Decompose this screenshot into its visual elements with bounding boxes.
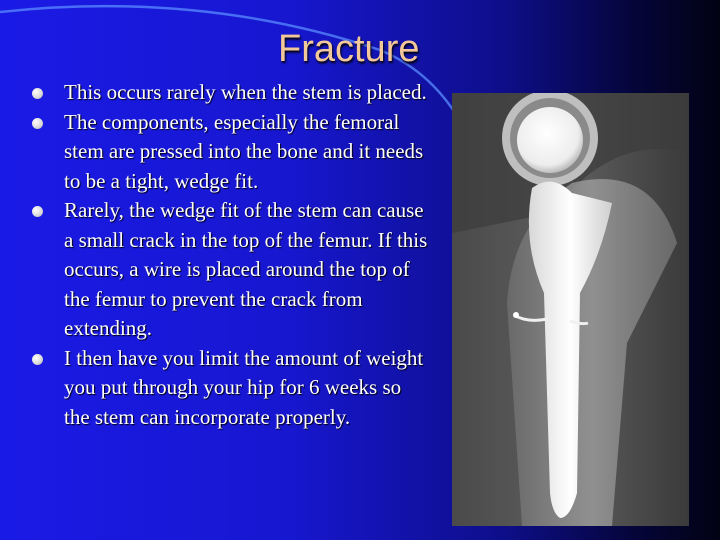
bullet-list <box>30 78 430 432</box>
hip-replacement-xray-image <box>452 93 689 526</box>
bullet-text: This occurs rarely when the stem is placed. <box>64 80 427 104</box>
bullet-text: Rarely, the wedge fit of the stem can cause a small crack in the top of the femur. If this occurs, a wire is placed around the top of the femur to prevent the crack from extending. <box>64 198 428 340</box>
bullet-item <box>30 196 430 344</box>
bullet-text: I then have you limit the amount of weight you put through your hip for 6 weeks so the stem can incorporate properly. <box>64 345 424 429</box>
bullet-text: The components, especially the femoral stem are pressed into the bone and it needs to be a tight, wedge fit. <box>64 109 424 193</box>
bullet-item <box>30 78 430 108</box>
bullet-dot-icon <box>32 354 43 365</box>
slide-title: Fracture <box>278 28 420 70</box>
bullet-item <box>30 108 430 197</box>
bullet-dot-icon <box>32 118 43 129</box>
bullet-dot-icon <box>32 206 43 217</box>
bullet-dot-icon <box>32 88 43 99</box>
bullet-item <box>30 344 430 433</box>
